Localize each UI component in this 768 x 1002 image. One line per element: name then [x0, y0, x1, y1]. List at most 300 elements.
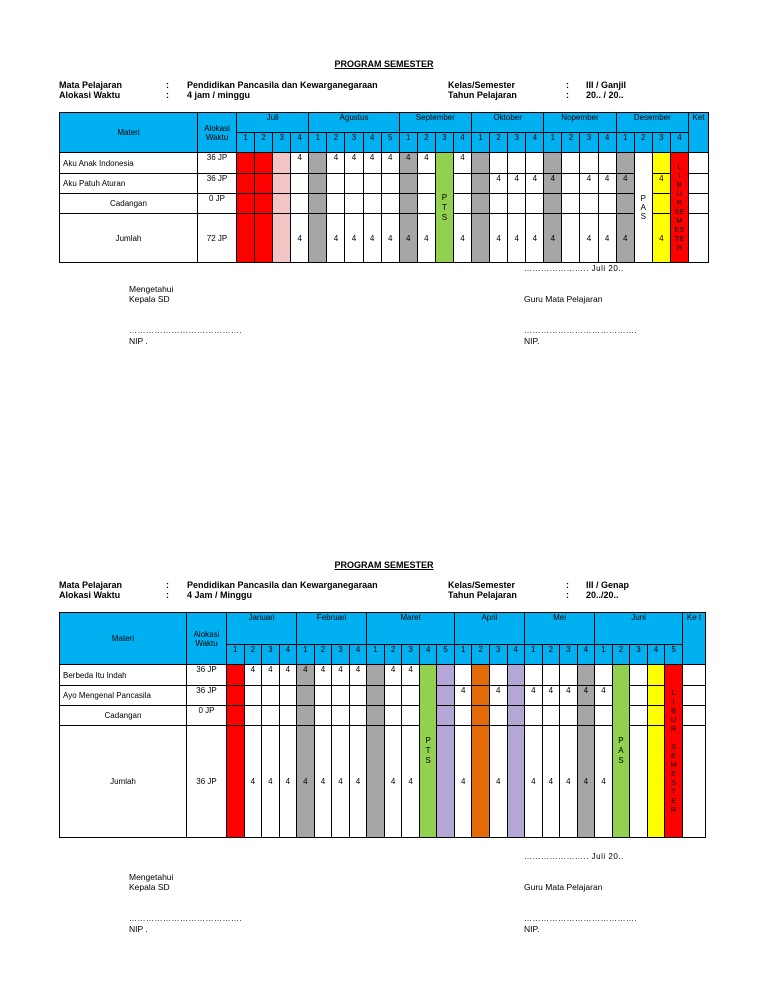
month-header: Agustus [309, 113, 399, 133]
jp-value: 4 [652, 214, 670, 263]
week-cell [367, 686, 385, 706]
libur-label: L I B U R S E M E S T E R [670, 687, 677, 814]
jp-value: 4 [363, 153, 381, 174]
colon: : [166, 80, 169, 90]
week-cell [598, 153, 616, 174]
week-cell [237, 194, 255, 214]
week-cell [595, 665, 613, 686]
tahun-value: 20../20.. [586, 590, 619, 600]
week-number: 3 [262, 645, 280, 665]
week-cell [262, 686, 280, 706]
table-row [60, 214, 709, 263]
week-number: 3 [560, 645, 578, 665]
alokasi-header: Alokasi Waktu [187, 613, 227, 665]
jp-cell: 0 JP [198, 194, 237, 214]
week-cell [227, 706, 245, 726]
jp-value: 4 [577, 726, 595, 838]
jp-value: 4 [508, 174, 526, 194]
week-number: 1 [472, 133, 490, 153]
jp-value: 4 [453, 214, 471, 263]
jp-value: 4 [363, 214, 381, 263]
signature-line: …………………………………. [129, 326, 243, 335]
month-header: Oktober [472, 113, 544, 133]
week-cell [560, 706, 578, 726]
week-cell [262, 706, 280, 726]
jp-value: 4 [560, 726, 578, 838]
week-cell [384, 706, 402, 726]
week-cell [384, 686, 402, 706]
week-cell [577, 665, 595, 686]
week-cell [562, 153, 580, 174]
week-cell [367, 726, 385, 838]
jp-value: 4 [291, 153, 309, 174]
jp-value: 4 [577, 686, 595, 706]
week-cell [309, 214, 327, 263]
week-number: 2 [562, 133, 580, 153]
jp-cell: 36 JP [198, 174, 237, 194]
guru-label: Guru Mata Pelajaran [524, 294, 603, 304]
jp-value: 4 [598, 214, 616, 263]
week-number: 5 [665, 645, 683, 665]
jp-value: 4 [454, 726, 472, 838]
colon: : [566, 580, 569, 590]
month-header: Juli [237, 113, 309, 133]
month-header: Juni [595, 613, 683, 645]
materi-cell: Jumlah [60, 214, 198, 263]
jp-cell: 36 JP [198, 153, 237, 174]
jp-cell: 36 JP [187, 686, 227, 706]
materi-cell: Berbeda Itu Indah [60, 665, 187, 686]
week-cell [309, 153, 327, 174]
table-row [60, 194, 709, 214]
week-cell [472, 194, 490, 214]
jp-value: 4 [525, 686, 543, 706]
week-cell [542, 665, 560, 686]
header-row [60, 613, 706, 645]
week-number: 1 [595, 645, 613, 665]
week-number: 2 [244, 645, 262, 665]
week-cell [437, 665, 455, 686]
jp-value: 4 [489, 726, 507, 838]
week-cell [244, 706, 262, 726]
week-cell [489, 706, 507, 726]
pts-cell [419, 665, 437, 838]
week-cell [349, 706, 367, 726]
jp-value: 4 [595, 686, 613, 706]
week-cell [580, 194, 598, 214]
week-cell [507, 706, 525, 726]
materi-cell: Cadangan [60, 706, 187, 726]
pts-cell [435, 153, 453, 263]
jp-value: 4 [297, 665, 315, 686]
week-cell [616, 194, 634, 214]
week-number: 2 [542, 645, 560, 665]
week-cell [314, 686, 332, 706]
jp-value: 4 [490, 174, 508, 194]
week-cell [526, 194, 544, 214]
materi-cell: Jumlah [60, 726, 187, 838]
week-cell [472, 214, 490, 263]
jp-value: 4 [399, 214, 417, 263]
week-cell [647, 665, 665, 686]
week-number: 1 [309, 133, 327, 153]
jp-value: 4 [384, 726, 402, 838]
week-cell [616, 153, 634, 174]
week-cell [560, 665, 578, 686]
program-semester-table [59, 612, 706, 838]
week-number: 2 [472, 645, 490, 665]
week-number: 2 [327, 133, 345, 153]
colon: : [166, 590, 169, 600]
week-cell [291, 174, 309, 194]
ket-cell [689, 153, 709, 174]
week-number: 3 [402, 645, 420, 665]
alokasi-header: Alokasi Waktu [198, 113, 237, 153]
table-row [60, 686, 706, 706]
week-cell [647, 706, 665, 726]
week-number: 4 [507, 645, 525, 665]
week-cell [490, 153, 508, 174]
week-number: 3 [273, 133, 291, 153]
week-cell [402, 686, 420, 706]
week-cell [453, 194, 471, 214]
jp-value: 4 [580, 214, 598, 263]
mapel-label: Mata Pelajaran [59, 580, 123, 590]
alokasi-value: 4 Jam / Minggu [187, 590, 253, 600]
kelas-value: III / Genap [586, 580, 630, 590]
week-cell [508, 194, 526, 214]
week-number: 1 [227, 645, 245, 665]
week-number: 3 [508, 133, 526, 153]
week-number: 3 [580, 133, 598, 153]
week-cell [652, 194, 670, 214]
week-cell [255, 214, 273, 263]
pas-cell [634, 153, 652, 263]
week-number: 3 [435, 133, 453, 153]
colon: : [566, 90, 569, 100]
week-number: 4 [291, 133, 309, 153]
jp-value: 4 [327, 153, 345, 174]
week-cell [562, 174, 580, 194]
week-cell [327, 174, 345, 194]
week-number: 2 [417, 133, 435, 153]
semester-ganjil-section [0, 0, 768, 500]
jp-value: 4 [327, 214, 345, 263]
materi-cell: Aku Anak Indonesia [60, 153, 198, 174]
ket-header: Ket [689, 113, 709, 153]
alokasi-value: 4 jam / minggu [187, 90, 251, 100]
month-header: Maret [367, 613, 455, 645]
week-number: 3 [345, 133, 363, 153]
mapel-value: Pendidikan Pancasila dan Kewarganegaraan [187, 80, 378, 90]
jp-cell: 36 JP [187, 726, 227, 838]
pts-label: P T S [425, 736, 431, 765]
ket-cell [689, 214, 709, 263]
mengetahui-label: Mengetahui [129, 284, 174, 294]
week-number: 4 [419, 645, 437, 665]
pts-label: P T S [441, 192, 448, 222]
month-header: Januari [227, 613, 297, 645]
week-cell [237, 174, 255, 194]
month-header: Nopember [544, 113, 616, 133]
jp-value: 4 [544, 214, 562, 263]
jp-value: 4 [349, 665, 367, 686]
month-header: Mei [525, 613, 595, 645]
week-cell [227, 726, 245, 838]
week-cell [349, 686, 367, 706]
nip-label: NIP . [129, 924, 148, 934]
week-cell [490, 194, 508, 214]
jp-value: 4 [262, 726, 280, 838]
week-cell [507, 726, 525, 838]
jp-value: 4 [490, 214, 508, 263]
mapel-label: Mata Pelajaran [59, 80, 123, 90]
jp-value: 4 [616, 174, 634, 194]
month-header: Desember [616, 113, 688, 133]
week-cell [381, 194, 399, 214]
week-number: 3 [652, 133, 670, 153]
jp-cell: 36 JP [187, 665, 227, 686]
materi-header: Materi [60, 113, 198, 153]
week-cell [309, 174, 327, 194]
week-cell [507, 665, 525, 686]
week-cell [472, 726, 490, 838]
month-header: April [454, 613, 524, 645]
jp-value: 4 [279, 726, 297, 838]
jp-value: 4 [402, 726, 420, 838]
jp-value: 4 [244, 726, 262, 838]
jp-value: 4 [652, 174, 670, 194]
ket-cell [689, 174, 709, 194]
jp-value: 4 [399, 153, 417, 174]
week-cell [273, 174, 291, 194]
week-cell [437, 686, 455, 706]
week-cell [273, 153, 291, 174]
colon: : [166, 90, 169, 100]
mapel-value: Pendidikan Pancasila dan Kewarganegaraan [187, 580, 378, 590]
program-semester-table [59, 112, 709, 263]
jp-value: 4 [349, 726, 367, 838]
week-number: 2 [490, 133, 508, 153]
nip-label: NIP. [524, 924, 540, 934]
ket-cell [683, 726, 706, 838]
week-cell [273, 214, 291, 263]
materi-cell: Ayo Mengenal Pancasila [60, 686, 187, 706]
signature-line: …………………………………. [524, 326, 638, 335]
week-cell [327, 194, 345, 214]
jp-value: 4 [526, 174, 544, 194]
week-cell [255, 153, 273, 174]
tahun-label: Tahun Pelajaran [448, 590, 517, 600]
jp-value: 4 [384, 665, 402, 686]
ket-cell [689, 194, 709, 214]
jp-value: 4 [616, 214, 634, 263]
week-cell [526, 153, 544, 174]
week-cell [227, 665, 245, 686]
week-number: 4 [363, 133, 381, 153]
week-cell [255, 174, 273, 194]
week-cell [417, 194, 435, 214]
ket-cell [683, 686, 706, 706]
week-cell [562, 214, 580, 263]
week-cell [399, 194, 417, 214]
jp-value: 4 [314, 665, 332, 686]
week-cell [508, 153, 526, 174]
kepala-sd-label: Kepala SD [129, 294, 170, 304]
pas-cell [612, 665, 630, 838]
week-cell [381, 174, 399, 194]
week-cell [595, 706, 613, 726]
week-cell [472, 153, 490, 174]
week-cell [291, 194, 309, 214]
week-cell [647, 726, 665, 838]
jp-value: 4 [542, 726, 560, 838]
table-row [60, 665, 706, 686]
week-number: 2 [384, 645, 402, 665]
jp-value: 4 [560, 686, 578, 706]
libur-cell [670, 153, 688, 263]
jp-value: 4 [580, 174, 598, 194]
colon: : [566, 80, 569, 90]
week-cell [598, 194, 616, 214]
jp-value: 4 [262, 665, 280, 686]
kepala-sd-label: Kepala SD [129, 882, 170, 892]
header-row [60, 113, 709, 133]
week-cell [332, 706, 350, 726]
libur-label: L I B U R SE M ES TE R [674, 162, 685, 252]
week-cell [544, 194, 562, 214]
week-cell [297, 706, 315, 726]
table-row [60, 726, 706, 838]
jp-value: 4 [417, 214, 435, 263]
week-cell [507, 686, 525, 706]
ket-header: Ke t [683, 613, 706, 665]
date-line: ………………….. Juli 20.. [524, 852, 624, 861]
week-cell [332, 686, 350, 706]
materi-header: Materi [60, 613, 187, 665]
week-cell [577, 706, 595, 726]
jp-value: 4 [279, 665, 297, 686]
week-cell [472, 706, 490, 726]
week-cell [437, 726, 455, 838]
week-number: 4 [349, 645, 367, 665]
table-row [60, 153, 709, 174]
week-cell [279, 686, 297, 706]
jp-value: 4 [345, 214, 363, 263]
jp-value: 4 [453, 153, 471, 174]
week-cell [255, 194, 273, 214]
ket-cell [683, 665, 706, 686]
week-cell [453, 174, 471, 194]
jp-value: 4 [542, 686, 560, 706]
week-cell [525, 706, 543, 726]
week-cell [544, 153, 562, 174]
kelas-value: III / Ganjil [586, 80, 627, 90]
week-number: 1 [525, 645, 543, 665]
alokasi-label: Alokasi Waktu [59, 590, 121, 600]
week-cell [630, 686, 648, 706]
jp-value: 4 [508, 214, 526, 263]
jp-value: 4 [595, 726, 613, 838]
week-number: 1 [399, 133, 417, 153]
week-cell [525, 665, 543, 686]
month-header: September [399, 113, 471, 133]
month-header: Februari [297, 613, 367, 645]
week-cell [244, 686, 262, 706]
kelas-label: Kelas/Semester [448, 580, 516, 590]
week-cell [630, 726, 648, 838]
week-number: 2 [255, 133, 273, 153]
jp-value: 4 [544, 174, 562, 194]
alokasi-label: Alokasi Waktu [59, 90, 121, 100]
week-number: 1 [616, 133, 634, 153]
week-number: 4 [647, 645, 665, 665]
week-number: 5 [381, 133, 399, 153]
jp-value: 4 [454, 686, 472, 706]
week-cell [309, 194, 327, 214]
week-cell [363, 174, 381, 194]
jp-value: 4 [402, 665, 420, 686]
week-cell [437, 706, 455, 726]
week-cell [227, 686, 245, 706]
week-number: 4 [670, 133, 688, 153]
week-number: 5 [437, 645, 455, 665]
week-cell [237, 214, 255, 263]
jp-value: 4 [489, 686, 507, 706]
jp-cell: 0 JP [187, 706, 227, 726]
week-cell [345, 174, 363, 194]
week-cell [273, 194, 291, 214]
week-cell [363, 194, 381, 214]
week-number: 3 [489, 645, 507, 665]
week-cell [314, 706, 332, 726]
week-cell [630, 706, 648, 726]
week-number: 4 [279, 645, 297, 665]
week-number: 1 [544, 133, 562, 153]
jp-value: 4 [525, 726, 543, 838]
week-number: 3 [332, 645, 350, 665]
nip-label: NIP . [129, 336, 148, 346]
week-cell [279, 706, 297, 726]
colon: : [166, 580, 169, 590]
jp-value: 4 [332, 665, 350, 686]
tahun-value: 20.. / 20.. [586, 90, 624, 100]
jp-value: 4 [244, 665, 262, 686]
week-number: 1 [367, 645, 385, 665]
week-cell [417, 174, 435, 194]
week-cell [630, 665, 648, 686]
semester-genap-section [0, 500, 768, 1002]
nip-label: NIP. [524, 336, 540, 346]
table-row [60, 174, 709, 194]
week-cell [237, 153, 255, 174]
week-number: 2 [634, 133, 652, 153]
week-cell [472, 686, 490, 706]
week-cell [562, 194, 580, 214]
week-cell [454, 665, 472, 686]
week-cell [402, 706, 420, 726]
week-cell [454, 706, 472, 726]
jp-value: 4 [297, 726, 315, 838]
week-cell [297, 686, 315, 706]
guru-label: Guru Mata Pelajaran [524, 882, 603, 892]
libur-cell [665, 665, 683, 838]
tahun-label: Tahun Pelajaran [448, 90, 517, 100]
jp-value: 4 [417, 153, 435, 174]
colon: : [566, 590, 569, 600]
week-number: 2 [314, 645, 332, 665]
week-number: 3 [630, 645, 648, 665]
